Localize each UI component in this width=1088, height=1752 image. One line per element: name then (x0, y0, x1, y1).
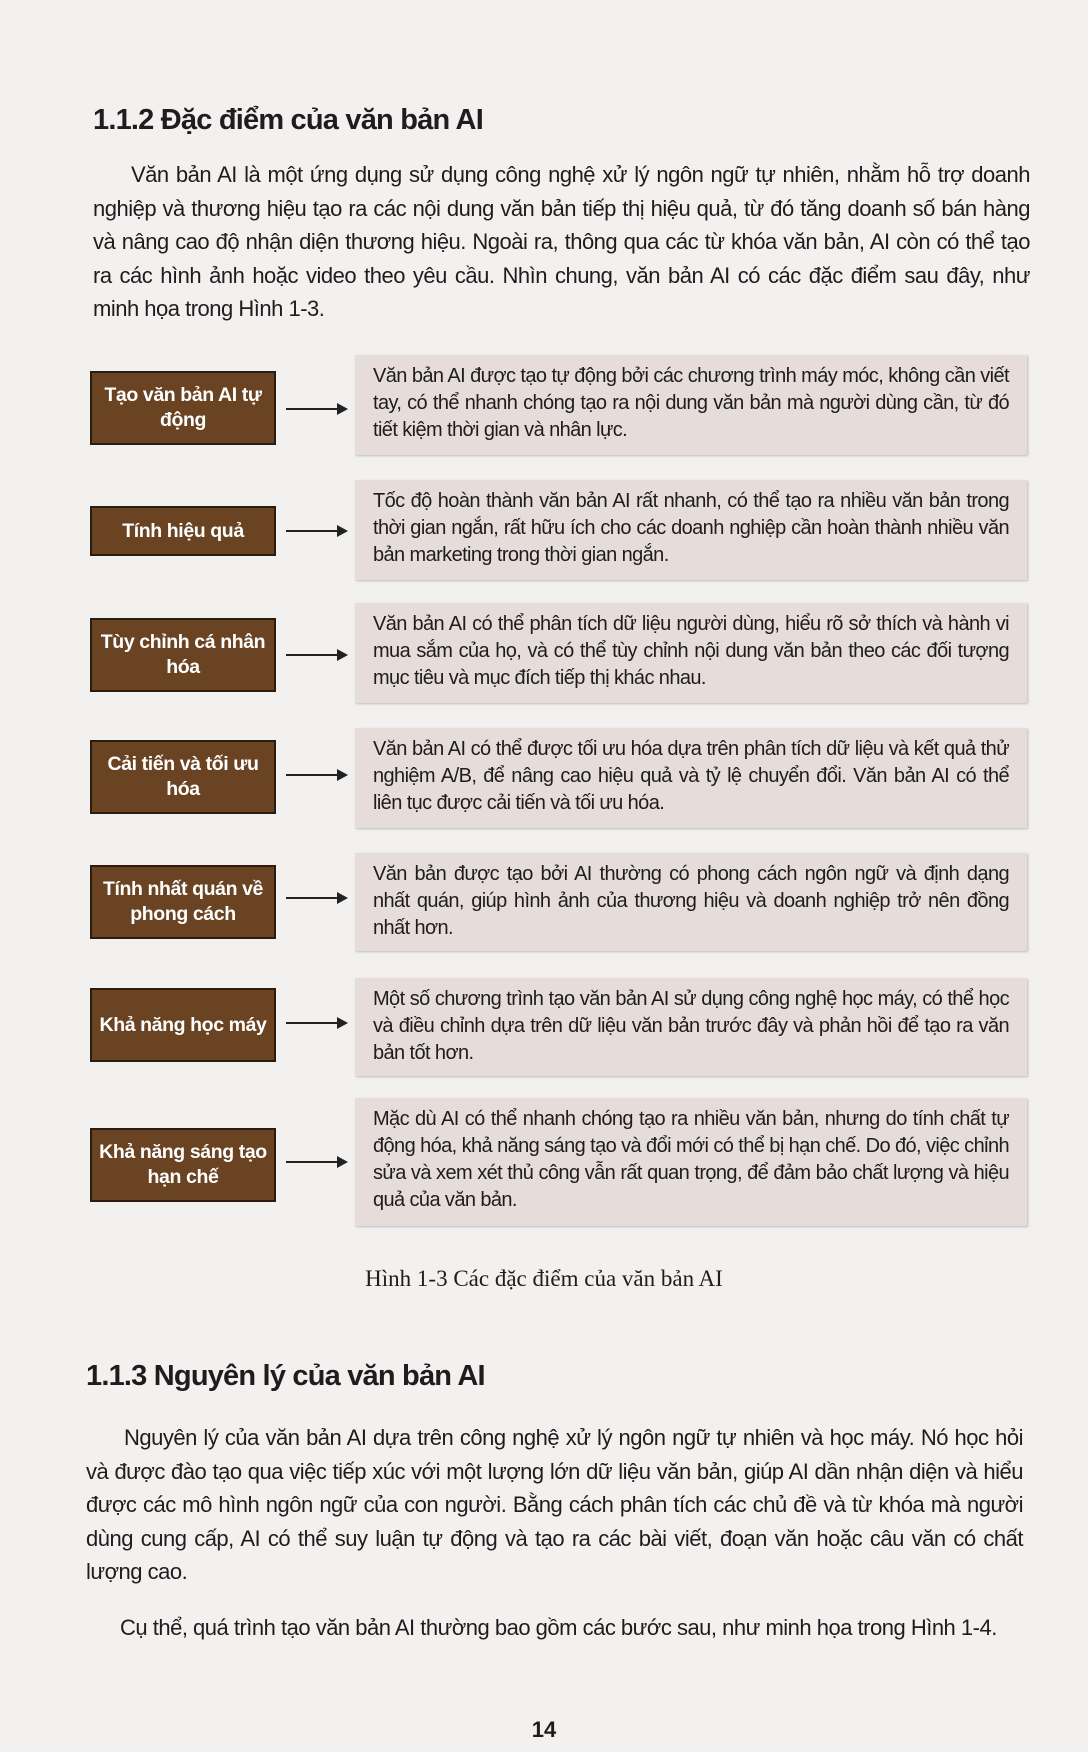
feature-label: Khả năng học máy (90, 988, 276, 1062)
arrow-right-icon (286, 1161, 346, 1163)
page-number: 14 (531, 1717, 557, 1742)
figure-caption: Hình 1-3 Các đặc điểm của văn bản AI (365, 1266, 723, 1291)
section-heading-1-1-2: 1.1.2 Đặc điểm của văn bản AI (93, 104, 483, 136)
feature-description: Tốc độ hoàn thành văn bản AI rất nhanh, có thể tạo ra nhiều văn bản trong thời gian ngắn, rất hữu ích cho các doanh nghiệp cần hoàn thành nhiều văn bản marketing trong thời gian ngắn. (355, 480, 1027, 580)
arrow-right-icon (286, 408, 346, 410)
feature-description: Một số chương trình tạo văn bản AI sử dụng công nghệ học máy, có thể học và điều chỉnh dựa trên dữ liệu văn bản trước đây và phản hồi để tạo ra văn bản tốt hơn. (355, 978, 1027, 1076)
feature-label: Tính hiệu quả (90, 506, 276, 556)
feature-description: Văn bản được tạo bởi AI thường có phong cách ngôn ngữ và định dạng nhất quán, giúp hình ảnh của thương hiệu và doanh nghiệp trở nên đồng nhất hơn. (355, 853, 1027, 951)
feature-description: Văn bản AI được tạo tự động bởi các chương trình máy móc, không cần viết tay, có thể nhanh chóng tạo ra nội dung văn bản mà người dùng cần, từ đó tiết kiệm thời gian và nhân lực. (355, 355, 1027, 455)
section-paragraph: Cụ thể, quá trình tạo văn bản AI thường bao gồm các bước sau, như minh họa trong Hình 1-4. (120, 1615, 997, 1640)
feature-row (90, 355, 1030, 455)
section-paragraph: Văn bản AI là một ứng dụng sử dụng công nghệ xử lý ngôn ngữ tự nhiên, nhằm hỗ trợ doanh nghiệp và thương hiệu tạo ra các nội dung văn bản tiếp thị hiệu quả, từ đó tăng doanh số bán hàng và nâng cao độ nhận diện thương hiệu. Ngoài ra, thông qua các từ khóa văn bản, AI còn có thể tạo ra các hình ảnh hoặc video theo yêu cầu. Nhìn chung, văn bản AI có các đặc điểm sau đây, như minh họa trong Hình 1-3. (93, 162, 1030, 321)
feature-label: Tính nhất quán về phong cách (90, 865, 276, 939)
feature-description: Mặc dù AI có thể nhanh chóng tạo ra nhiều văn bản, nhưng do tính chất tự động hóa, khả năng sáng tạo và đổi mới có thể bị hạn chế. Do đó, việc chỉnh sửa và xem xét thủ công vẫn rất quan trọng, để đảm bảo chất lượng và hiệu quả của văn bản. (355, 1098, 1027, 1226)
feature-row (90, 978, 1030, 1076)
section-paragraph: Nguyên lý của văn bản AI dựa trên công nghệ xử lý ngôn ngữ tự nhiên và học máy. Nó học hỏi và được đào tạo qua việc tiếp xúc với một lượng lớn dữ liệu văn bản, giúp AI dần nhận diện và hiểu được các mô hình ngôn ngữ của con người. Bằng cách phân tích các chủ đề và từ khóa mà người dùng cung cấp, AI có thể suy luận tự động và tạo ra các bài viết, đoạn văn hoặc câu văn có chất lượng cao. (86, 1425, 1023, 1584)
feature-row (90, 480, 1030, 580)
feature-row (90, 853, 1030, 951)
feature-row (90, 603, 1030, 703)
arrow-right-icon (286, 897, 346, 899)
arrow-right-icon (286, 774, 346, 776)
section-heading-1-1-3: 1.1.3 Nguyên lý của văn bản AI (86, 1360, 485, 1392)
feature-label: Tùy chỉnh cá nhân hóa (90, 618, 276, 692)
feature-label: Khả năng sáng tạo hạn chế (90, 1128, 276, 1202)
arrow-right-icon (286, 530, 346, 532)
feature-label: Cải tiến và tối ưu hóa (90, 740, 276, 814)
feature-row (90, 1098, 1030, 1226)
feature-row (90, 728, 1030, 828)
feature-description: Văn bản AI có thể phân tích dữ liệu người dùng, hiểu rõ sở thích và hành vi mua sắm của họ, và có thể tùy chỉnh nội dung văn bản theo các đối tượng mục tiêu và mục đích tiếp thị khác nhau. (355, 603, 1027, 703)
arrow-right-icon (286, 654, 346, 656)
feature-label: Tạo văn bản AI tự động (90, 371, 276, 445)
feature-description: Văn bản AI có thể được tối ưu hóa dựa trên phân tích dữ liệu và kết quả thử nghiệm A/B, để nâng cao hiệu quả và tỷ lệ chuyển đổi. Văn bản AI có thể liên tục được cải tiến và tối ưu hóa. (355, 728, 1027, 828)
arrow-right-icon (286, 1022, 346, 1024)
